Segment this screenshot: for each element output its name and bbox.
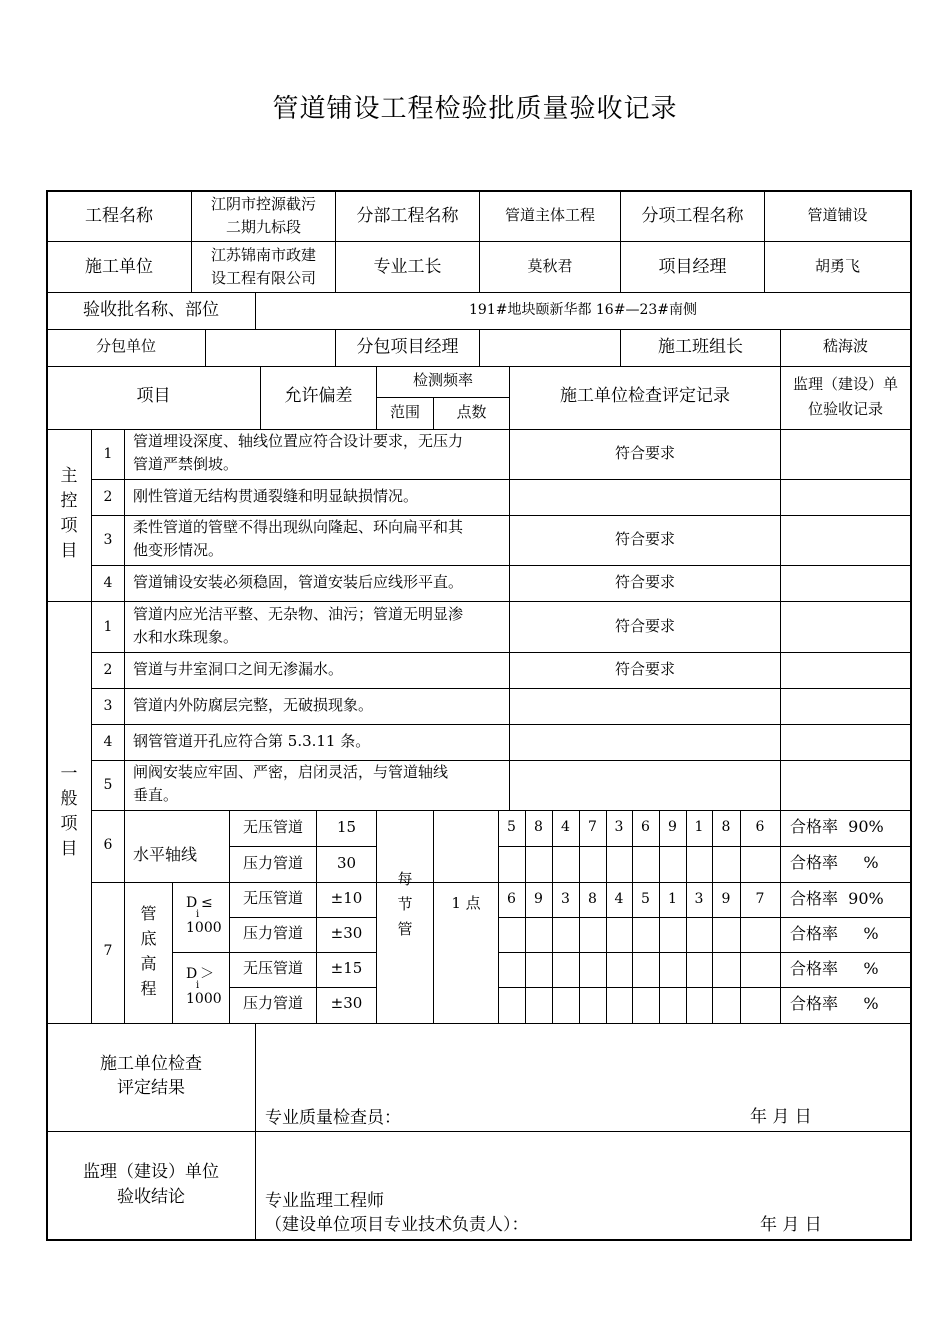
sub-project-label: 分部工程名称 bbox=[356, 206, 459, 226]
value-cell: 6 bbox=[755, 819, 765, 835]
value-cell: 9 bbox=[534, 891, 543, 907]
value-cell: 9 bbox=[721, 891, 731, 907]
value-cell: 1 bbox=[694, 819, 704, 835]
pass-rate: 合格率 % bbox=[790, 994, 879, 1013]
row7-type-4: 压力管道 bbox=[242, 994, 303, 1012]
col-supervisor-line1: 监理（建设）单 bbox=[792, 375, 898, 393]
row6-type-2: 压力管道 bbox=[242, 854, 303, 872]
value-cell: 5 bbox=[641, 891, 650, 907]
foreman-value: 莫秋君 bbox=[527, 257, 573, 275]
subcontractor-label: 分包单位 bbox=[95, 337, 156, 355]
item-project-label: 分项工程名称 bbox=[641, 206, 744, 226]
value-cell: 8 bbox=[721, 819, 731, 835]
row6-tol-2: 30 bbox=[336, 854, 357, 872]
row7-tol-2: ±30 bbox=[330, 924, 363, 942]
date-2: 年 月 日 bbox=[760, 1215, 822, 1235]
col-tolerance: 允许偏差 bbox=[284, 386, 353, 406]
project-name-line2: 二期九标段 bbox=[225, 218, 301, 236]
row6-tol-1: 15 bbox=[336, 818, 357, 836]
row7-tol-3: ±15 bbox=[330, 959, 363, 977]
value-cell: 9 bbox=[668, 819, 677, 835]
date-1: 年 月 日 bbox=[750, 1107, 812, 1127]
pm-label: 项目经理 bbox=[658, 257, 727, 277]
col-builder-record: 施工单位检查评定记录 bbox=[560, 386, 730, 406]
row7-type-1: 无压管道 bbox=[242, 889, 303, 907]
builder-result-line2: 评定结果 bbox=[117, 1078, 185, 1098]
foreman-label: 专业工长 bbox=[373, 257, 442, 277]
pass-rate: 合格率 90% bbox=[790, 817, 884, 836]
supervisor-line2: 验收结论 bbox=[117, 1187, 185, 1207]
col-points: 点数 bbox=[456, 403, 487, 421]
value-cell: 7 bbox=[588, 819, 597, 835]
builder-line2: 设工程有限公司 bbox=[210, 269, 316, 287]
batch-label: 验收批名称、部位 bbox=[83, 300, 219, 320]
value-cell: 4 bbox=[614, 891, 624, 907]
value-cell: 8 bbox=[534, 819, 543, 835]
supervisor-line1: 监理（建设）单位 bbox=[83, 1162, 219, 1182]
builder-result-line1: 施工单位检查 bbox=[100, 1054, 202, 1074]
engineer-label: 专业监理工程师 bbox=[265, 1191, 384, 1211]
team-leader-value: 嵇海波 bbox=[822, 337, 868, 355]
row7-tol-4: ±30 bbox=[330, 994, 363, 1012]
pass-rate: 合格率 % bbox=[790, 959, 879, 978]
value-cell: 1 bbox=[668, 891, 677, 907]
row7-tol-1: ±10 bbox=[330, 889, 363, 907]
row7-type-3: 无压管道 bbox=[242, 959, 303, 977]
col-supervisor-line2: 位验收记录 bbox=[807, 400, 883, 418]
engineer-note: （建设单位项目专业技术负责人）： bbox=[265, 1215, 529, 1235]
value-cell: 7 bbox=[755, 891, 765, 907]
batch-value: 191#地块颐新华都 16#—23#南侧 bbox=[469, 302, 697, 318]
value-cell: 8 bbox=[588, 891, 597, 907]
builder-label: 施工单位 bbox=[85, 257, 153, 277]
value-cell: 3 bbox=[561, 891, 570, 907]
value-cell: 5 bbox=[507, 819, 516, 835]
item-project-value: 管道铺设 bbox=[807, 206, 868, 224]
page-title: 管道铺设工程检验批质量验收记录 bbox=[272, 94, 678, 124]
project-name-label: 工程名称 bbox=[85, 206, 153, 226]
value-cell: 4 bbox=[561, 819, 570, 835]
row6-name: 水平轴线 bbox=[133, 845, 198, 864]
builder-line1: 江苏锦南市政建 bbox=[210, 246, 316, 264]
sub-pm-label: 分包项目经理 bbox=[356, 337, 459, 357]
freq-points: 1 点 bbox=[451, 894, 481, 912]
row6-no: 6 bbox=[103, 837, 113, 853]
col-item: 项目 bbox=[136, 386, 171, 406]
team-leader-label: 施工班组长 bbox=[658, 337, 743, 357]
inspector-label: 专业质量检查员： bbox=[265, 1108, 401, 1128]
pass-rate: 合格率 % bbox=[790, 853, 879, 872]
project-name-line1: 江阴市控源截污 bbox=[210, 195, 316, 213]
col-frequency: 检测频率 bbox=[412, 371, 473, 389]
col-range: 范围 bbox=[389, 403, 420, 421]
sub-project-value: 管道主体工程 bbox=[504, 206, 595, 224]
row7-type-2: 压力管道 bbox=[242, 924, 303, 942]
pass-rate: 合格率 90% bbox=[790, 889, 884, 908]
value-cell: 6 bbox=[641, 819, 650, 835]
value-cell: 3 bbox=[614, 819, 624, 835]
pass-rate: 合格率 % bbox=[790, 924, 879, 943]
value-cell: 6 bbox=[507, 891, 516, 907]
row6-type-1: 无压管道 bbox=[242, 818, 303, 836]
value-cell: 3 bbox=[694, 891, 704, 907]
row7-no: 7 bbox=[103, 943, 113, 959]
pm-value: 胡勇飞 bbox=[814, 257, 860, 275]
